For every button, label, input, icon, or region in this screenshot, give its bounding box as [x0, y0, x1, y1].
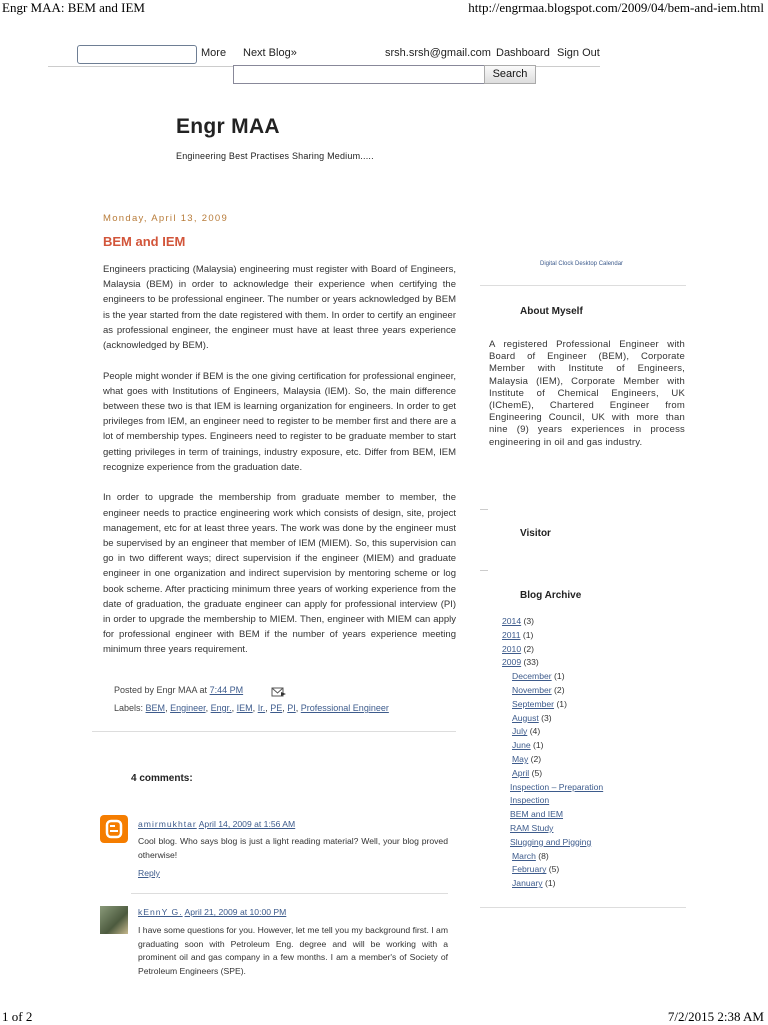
archive-month-link[interactable]: December: [512, 671, 552, 682]
archive-count: (1): [533, 740, 544, 751]
post-body: [103, 262, 456, 673]
comment-body: Cool blog. Who says blog is just a light reading material? Well, your blog proved otherwise!: [138, 836, 448, 860]
more-link[interactable]: More: [201, 47, 227, 59]
archive-month: [502, 698, 603, 712]
archive-count: (8): [538, 850, 549, 861]
blogger-icon: [100, 815, 128, 843]
comments-heading: 4 comments:: [131, 773, 193, 784]
comment-divider: [131, 893, 448, 894]
archive-month-link[interactable]: September: [512, 698, 555, 709]
sidebar-divider: [480, 509, 488, 510]
archive-count: (5): [531, 767, 543, 778]
print-page-number: 1 of 2: [2, 1009, 33, 1024]
archive-month-link[interactable]: March: [512, 850, 536, 861]
labels-prefix: Labels:: [114, 703, 144, 713]
archive-month: [502, 877, 603, 891]
label-link[interactable]: BEM: [145, 703, 166, 713]
comment-date-link[interactable]: April 14, 2009 at 1:56 AM: [198, 819, 296, 829]
search-button[interactable]: Search: [484, 65, 536, 84]
archive-month-link[interactable]: April: [512, 767, 530, 778]
archive-year-link[interactable]: 2010: [502, 643, 522, 654]
print-url: http://engrmaa.blogspot.com/2009/04/bem-and-iem.html: [468, 0, 764, 15]
sidebar-divider: [480, 285, 686, 286]
print-timestamp: 7/2/2015 2:38 AM: [667, 1009, 764, 1024]
archive-post: [502, 808, 603, 822]
archive-month: [502, 767, 603, 781]
avatar[interactable]: [100, 906, 128, 934]
blog-archive: [502, 615, 603, 891]
archive-month: [502, 684, 603, 698]
post-footer-byline: [114, 685, 243, 695]
post-date: Monday, April 13, 2009: [103, 213, 229, 224]
archive-month-link[interactable]: May: [512, 753, 529, 764]
label-link[interactable]: PE: [270, 703, 283, 713]
blog-description: Engineering Best Practises Sharing Medium.....: [176, 151, 374, 161]
comment-body: I have some questions for you. However, let me tell you my background first. I am graduating soon with Petroleum Eng. degree and will be working with a prominent oil and gas company in a few months. I am a member's of Society of Petroleum Engineers (SPE).: [138, 925, 448, 976]
archive-count: (3): [523, 616, 535, 626]
archive-month: [502, 712, 603, 726]
posted-by: Posted by Engr MAA at: [114, 685, 208, 695]
archive-count: (33): [523, 657, 539, 668]
archive-count: (4): [529, 726, 541, 737]
archive-year: [502, 643, 603, 657]
sidebar-divider: [480, 570, 488, 571]
archive-count: (1): [522, 629, 534, 640]
archive-count: (1): [544, 878, 556, 889]
post-paragraph: Engineers practicing (Malaysia) engineering must register with Board of Engineers, Malaysia (BEM) in order to acknowledge their experience when certifying the engineers to be professional engineer. The number or years acknowledged by BEM is the year started from the date registered with them. In order to certify an engineer as professional engineer, the engineer must have at least three years experience (acknowledged by BEM).: [103, 264, 456, 352]
label-link[interactable]: PI: [287, 703, 296, 713]
label-link[interactable]: IEM: [236, 703, 253, 713]
about-text: A registered Professional Engineer with Board of Engineer (BEM), Corporate Member with Institute of Engineers, Malaysia (IEM), Corporate Member with Institute of Chemical Engineers, UK (IChemE), Chartered Engineer from Engineering Council, UK with more than nine (9) years experiences in process engineering in oil and gas industry.: [489, 339, 685, 448]
archive-month-link[interactable]: August: [512, 712, 539, 723]
archive-year-link[interactable]: 2011: [502, 629, 521, 640]
archive-post: [502, 781, 603, 795]
archive-count: (1): [554, 671, 565, 682]
archive-month-link[interactable]: July: [512, 726, 528, 737]
archive-count: (5): [548, 864, 560, 875]
label-link[interactable]: Ir.: [257, 703, 266, 713]
archive-post: [502, 822, 603, 836]
archive-month: [502, 670, 603, 684]
label-link[interactable]: Engr.: [210, 703, 232, 713]
archive-month-link[interactable]: February: [512, 864, 547, 875]
comment-date-link[interactable]: April 21, 2009 at 10:00 PM: [184, 907, 287, 917]
email-post-icon[interactable]: [271, 686, 287, 698]
archive-post: [502, 794, 603, 808]
archive-count: (2): [523, 643, 535, 654]
next-blog-link[interactable]: Next Blog»: [243, 47, 297, 59]
archive-year-link[interactable]: 2014: [502, 616, 522, 626]
archive-post-link[interactable]: Inspection – Preparation: [510, 781, 604, 792]
post-paragraph: In order to upgrade the membership from graduate member to member, the engineer needs to practice engineering work which consists of design, site, project management, etc for at least three years. The work was done by the engineer must be supervised by an engineer that member of IEM (MIEM). So, this supervision can go in two different ways; direct supervision if the engineer (MIEM) and graduate engineer in one organization and indirect supervision by mentoring scheme or log book scheme. After practicing minimum three years of working experience from the date of graduation, the graduate engineer can apply for professional interview (PI) in order to upgrade the membership to MIEM. Then, engineer with MIEM can apply for professional engineer with BEM if the number of years experience meeting minimum three years requirement.: [103, 492, 456, 656]
post-labels: Labels: BEM, Engineer, Engr., IEM, Ir., PE, PI, Professional Engineer: [114, 703, 389, 713]
sidebar-divider: [480, 907, 686, 908]
post-time-link[interactable]: 7:44 PM: [209, 685, 244, 695]
archive-post-link[interactable]: Inspection: [510, 795, 550, 806]
post-title[interactable]: BEM and IEM: [103, 234, 186, 249]
print-title: Engr MAA: BEM and IEM: [2, 0, 145, 15]
archive-count: (2): [554, 684, 565, 695]
archive-post: [502, 836, 603, 850]
archive-year: [502, 615, 603, 629]
archive-month-link[interactable]: June: [512, 740, 531, 751]
archive-year: [502, 656, 603, 670]
comment-author-link[interactable]: kEnnY G.: [138, 907, 183, 917]
archive-month-link[interactable]: January: [512, 878, 543, 889]
dashboard-link[interactable]: Dashboard: [496, 47, 550, 59]
archive-year-link[interactable]: 2009: [502, 657, 522, 668]
archive-month: [502, 739, 603, 753]
comment-meta: [138, 907, 286, 917]
clock-calendar-links[interactable]: Digital Clock Desktop Calendar: [540, 261, 624, 267]
label-link[interactable]: Engineer: [170, 703, 206, 713]
archive-month: [502, 753, 603, 767]
visitor-heading: Visitor: [520, 528, 551, 539]
archive-post-link[interactable]: BEM and IEM: [510, 809, 564, 820]
archive-month: [502, 850, 603, 864]
comment-meta: [138, 819, 295, 829]
archive-count: (3): [541, 712, 552, 723]
archive-month-link[interactable]: November: [512, 684, 552, 695]
archive-count: (2): [530, 753, 542, 764]
blog-title[interactable]: Engr MAA: [176, 115, 280, 138]
post-divider: [92, 731, 456, 732]
navbar-search-input[interactable]: [77, 45, 197, 64]
archive-month: [502, 725, 603, 739]
about-heading: About Myself: [520, 306, 583, 317]
post-paragraph: People might wonder if BEM is the one giving certification for professional engineer, what goes with Institutions of Engineers, Malaysia (IEM). So, the main difference between these two is that IEM is learning organization for engineers. In order to get privileges from IEM, an engineer need to register to be member first and there are a lot of membership types. Engineers need to register to be graduate member to start getting privileges in term of trainings, industry exposure, etc. Differ from BEM, IEM recognize experience from the graduation date.: [103, 370, 456, 473]
archive-post-link[interactable]: Slugging and Pigging: [510, 836, 592, 847]
search-input[interactable]: [233, 65, 486, 84]
archive-count: (1): [556, 698, 567, 709]
archive-year: [502, 629, 603, 643]
archive-post-link[interactable]: RAM Study: [510, 822, 554, 833]
sign-out-link[interactable]: Sign Out: [557, 47, 600, 59]
reply-link[interactable]: Reply: [138, 868, 160, 878]
user-email: srsh.srsh@gmail.com: [385, 47, 491, 59]
archive-month: [502, 863, 603, 877]
archive-heading: Blog Archive: [520, 590, 582, 601]
comment-author-link[interactable]: amirmukhtar: [138, 819, 197, 829]
label-link[interactable]: Professional Engineer: [300, 703, 389, 713]
